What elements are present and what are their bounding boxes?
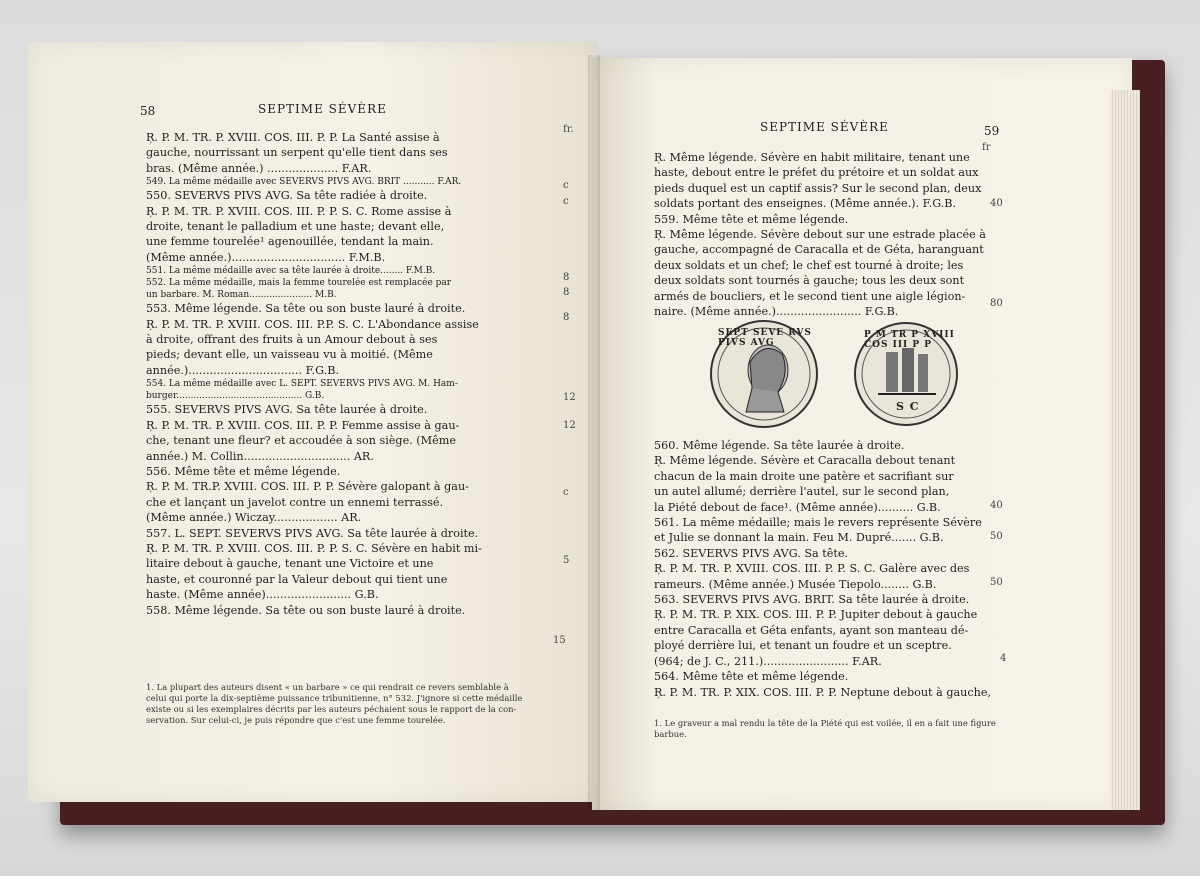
text-line: gauche, nourrissant un serpent qu'elle tient dans ses (146, 146, 448, 160)
text-line: 560. Même légende. Sa tête laurée à droite. (654, 439, 905, 452)
text-line: haste, et couronné par la Valeur debout qui tient une (146, 572, 448, 586)
text-line: à droite, offrant des fruits à un Amour debout à ses (146, 333, 438, 347)
margin-value: 12 (563, 420, 576, 431)
text-line: 1. La plupart des auteurs disent « un barbare » ce qui rendrait ce revers semblable à (146, 682, 509, 692)
text-line: 549. La même médaille avec SEVERVS PIVS AVG. BRIT ........... F.AR. (146, 177, 462, 188)
margin-value: 8 (563, 312, 570, 323)
text-line: et Julie se donnant la main. Feu M. Dupré....... G.B. (654, 531, 944, 545)
text-line: naire. (Même année.)........................ F.G.B. (654, 305, 899, 319)
text-line: (Même année.) Wiczay.................. AR. (146, 511, 362, 525)
running-header-left: SEPTIME SÉVÈRE (258, 102, 387, 116)
coin-obverse-image (710, 320, 818, 428)
text-line: Ŗ. Même légende. Sévère debout sur une estrade placée à (654, 228, 986, 242)
coin-reverse-exergue: S C (896, 400, 920, 413)
text-line: année.)................................ F.G.B. (146, 363, 340, 377)
text-line: Ŗ. P. M. TR. P. XVIII. COS. III. P. P. S. C. Galère avec des (654, 562, 970, 576)
text-line: (964; de J. C., 211.)........................ F.AR. (654, 654, 882, 668)
text-line: chacun de la main droite une patère et sacrifiant sur (654, 469, 954, 483)
text-line: ployé derrière lui, et tenant un foudre et un sceptre. (654, 639, 952, 653)
text-line: pieds duquel est un captif assis? Sur le second plan, deux (654, 181, 982, 195)
page-edges (1110, 90, 1140, 810)
right-page-body-top (654, 150, 984, 319)
text-line: Ŗ. P. M. TR. P. XVIII. COS. III. P. P. Femme assise à gau- (146, 418, 460, 432)
coin-reverse-legend: P M TR P XVIII COS III P P (864, 330, 955, 350)
text-line: droite, tenant le palladium et une haste; devant elle, (146, 220, 445, 234)
text-line: haste, debout entre le préfet du prétoire et un soldat aux (654, 166, 979, 180)
coin-reverse-image (854, 322, 958, 426)
margin-value: c (563, 180, 569, 191)
text-line: existe ou si les exemplaires décrits par les auteurs péchaient sous le rapport de la con- (146, 704, 517, 714)
text-line: année.) M. Collin.............................. AR. (146, 449, 374, 463)
text-line: deux soldats sont tournés à gauche; tous les deux sont (654, 274, 965, 288)
margin-value: 12 (563, 392, 576, 403)
text-line: rameurs. (Même année.) Musée Tiepolo........ G.B. (654, 577, 937, 591)
text-line: burger............................................ G.B. (146, 391, 325, 402)
text-line: un barbare. M. Roman...................... M.B. (146, 290, 337, 301)
text-line: servation. Sur celui-ci, je puis répondre que c'est une femme tourelée. (146, 715, 446, 725)
text-line: 557. L. SEPT. SEVERVS PIVS AVG. Sa tête laurée à droite. (146, 526, 479, 540)
margin-value: 40 (990, 500, 1003, 511)
text-line: gauche, accompagné de Caracalla et de Géta, haranguant (654, 243, 984, 257)
text-line: une femme tourelée¹ agenouillée, tendant la main. (146, 235, 434, 249)
margin-value: 5 (563, 555, 570, 566)
margin-value: c (563, 487, 569, 498)
running-header-right: SEPTIME SÉVÈRE (760, 120, 889, 134)
text-line: 553. Même légende. Sa tête ou son buste lauré à droite. (146, 302, 466, 316)
right-page-body-bottom (654, 438, 992, 700)
page-number-right: 59 (984, 124, 1000, 138)
page-number-left: 58 (140, 104, 156, 118)
text-line: Ŗ. Même légende. Sévère en habit militaire, tenant une (654, 151, 970, 164)
text-line: soldats portant des enseignes. (Même année.). F.G.B. (654, 197, 957, 211)
text-line: celui qui porte la dix-septième puissance tribunitienne, n° 532. J'ignore si cette médaille (146, 693, 523, 703)
text-line: che et lançant un javelot contre un ennemi terrassé. (146, 495, 444, 509)
book-gutter (588, 55, 600, 810)
text-line: (Même année.)................................ F.M.B. (146, 250, 386, 264)
text-line: deux soldats et un chef; le chef est tourné à droite; les (654, 258, 964, 272)
text-line: 558. Même légende. Sa tête ou son buste lauré à droite. (146, 603, 466, 617)
margin-value: fr (982, 142, 991, 153)
left-footnote (146, 682, 546, 726)
text-line: barbue. (654, 729, 687, 739)
text-line: Ŗ. P. M. TR. P. XIX. COS. III. P. P. Jupiter debout à gauche (654, 608, 978, 622)
text-line: pieds; devant elle, un vaisseau vu à moitié. (Même (146, 348, 433, 362)
text-line: armés de boucliers, et le second tient une aigle légion- (654, 289, 966, 303)
margin-value: 50 (990, 577, 1003, 588)
left-page-body (146, 130, 546, 618)
text-line: un autel allumé; derrière l'autel, sur le second plan, (654, 485, 950, 499)
text-line: Ŗ. P. M. TR. P. XVIII. COS. III. P.P. S. C. L'Abondance assise (146, 317, 479, 331)
margin-value: 8 (563, 272, 570, 283)
text-line: 563. SEVERVS PIVS AVG. BRIT. Sa tête laurée à droite. (654, 593, 970, 607)
left-page (28, 42, 598, 802)
margin-value: fr. (563, 124, 574, 135)
text-line: 555. SEVERVS PIVS AVG. Sa tête laurée à droite. (146, 403, 428, 417)
text-line: 1. Le graveur a mal rendu la tête de la Piété qui est voilée, il en a fait une figure (654, 718, 996, 728)
text-line: 551. La même médaille avec sa tête laurée à droite........ F.M.B. (146, 266, 436, 277)
text-line: 550. SEVERVS PIVS AVG. Sa tête radiée à droite. (146, 189, 428, 203)
margin-value: c (563, 196, 569, 207)
margin-value: 40 (990, 198, 1003, 209)
text-line: 556. Même tête et même légende. (146, 464, 341, 478)
text-line: che, tenant une fleur? et accoudée à son siège. (Même (146, 434, 456, 448)
text-line: Ŗ. P. M. TR.P. XVIII. COS. III. P. P. Sévère galopant à gau- (146, 480, 469, 494)
text-line: 552. La même médaille, mais la femme tourelée est remplacée par (146, 278, 452, 289)
right-footnote (654, 718, 994, 740)
text-line: 562. SEVERVS PIVS AVG. Sa tête. (654, 546, 849, 560)
text-line: la Piété debout de face¹. (Même année).......... G.B. (654, 500, 941, 514)
margin-value: 80 (990, 298, 1003, 309)
text-line: entre Caracalla et Géta enfants, ayant son manteau dé- (654, 623, 969, 637)
text-line: haste. (Même année)........................ G.B. (146, 588, 379, 602)
text-line: 554. La même médaille avec L. SEPT. SEVERVS PIVS AVG. M. Ham- (146, 379, 458, 390)
coin-obverse-legend: SEPT SEVE RVS PIVS AVG (718, 328, 812, 348)
margin-value: 50 (990, 531, 1003, 542)
text-line: 564. Même tête et même légende. (654, 670, 849, 684)
text-line: Ŗ. P. M. TR. P. XIX. COS. III. P. P. Neptune debout à gauche, (654, 685, 992, 699)
text-line: Ŗ. Même légende. Sévère et Caracalla debout tenant (654, 454, 956, 468)
text-line: litaire debout à gauche, tenant une Victoire et une (146, 557, 434, 571)
text-line: Ŗ. P. M. TR. P. XVIII. COS. III. P. P. La Santé assise à (146, 131, 440, 144)
text-line: 561. La même médaille; mais le revers représente Sévère (654, 516, 982, 530)
text-line: Ŗ. P. M. TR. P. XVIII. COS. III. P. P. S. C. Rome assise à (146, 204, 452, 218)
margin-value: 4 (1000, 653, 1007, 664)
text-line: bras. (Même année.) .................... F.AR. (146, 161, 372, 175)
text-line: 559. Même tête et même légende. (654, 212, 849, 226)
margin-value: 15 (553, 635, 566, 646)
margin-value: 8 (563, 287, 570, 298)
text-line: Ŗ. P. M. TR. P. XVIII. COS. III. P. P. S. C. Sévère en habit mi- (146, 541, 482, 555)
right-page (592, 58, 1132, 810)
